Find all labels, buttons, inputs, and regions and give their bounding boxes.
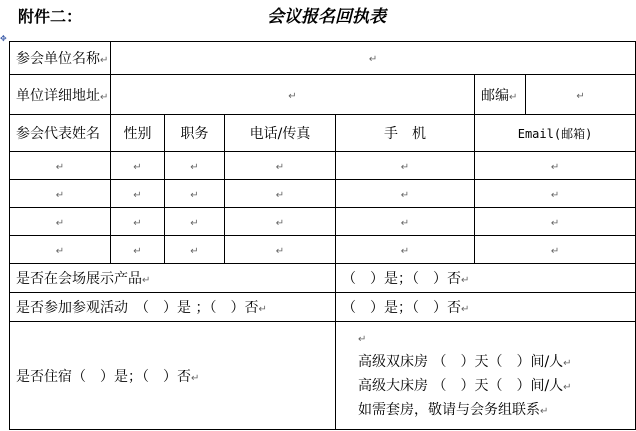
- cell-name[interactable]: ↵: [10, 152, 111, 180]
- postcode-field[interactable]: ↵: [526, 75, 636, 115]
- cell-position[interactable]: ↵: [165, 180, 225, 208]
- cell-gender[interactable]: ↵: [111, 236, 165, 264]
- row-column-headers: [10, 115, 636, 152]
- suite-note: 如需套房，敬请与会务组联系↵: [358, 401, 549, 418]
- cell-position[interactable]: ↵: [165, 236, 225, 264]
- lodging-top-mark: ↵: [358, 333, 367, 345]
- cell-position[interactable]: ↵: [165, 208, 225, 236]
- cell-email[interactable]: ↵: [475, 180, 636, 208]
- row-address: [10, 75, 636, 115]
- twin-room-option[interactable]: 高级双床房 （ ）天（ ）间/人↵: [358, 353, 572, 370]
- cell-phone-fax[interactable]: ↵: [225, 236, 336, 264]
- cell-name[interactable]: ↵: [10, 208, 111, 236]
- cell-email[interactable]: ↵: [475, 152, 636, 180]
- king-room-option[interactable]: 高级大床房 （ ）天（ ）间/人↵: [358, 377, 572, 394]
- cell-mobile[interactable]: ↵: [336, 152, 475, 180]
- lodging-question[interactable]: 是否住宿（ ）是；（ ）否↵: [10, 322, 336, 430]
- col-header-position: 职务: [165, 115, 225, 152]
- registration-table: [9, 41, 636, 430]
- cell-name[interactable]: ↵: [10, 180, 111, 208]
- cell-phone-fax[interactable]: ↵: [225, 208, 336, 236]
- postcode-label: 邮编↵: [475, 75, 526, 115]
- col-header-mobile: 手 机: [336, 115, 475, 152]
- table-row: [10, 180, 636, 208]
- row-unit-name: [10, 42, 636, 75]
- table-row: [10, 208, 636, 236]
- cell-gender[interactable]: ↵: [111, 152, 165, 180]
- table-row: [10, 236, 636, 264]
- visit-choice[interactable]: （ ）是；（ ）否↵: [336, 293, 636, 322]
- cell-email[interactable]: ↵: [475, 236, 636, 264]
- exhibit-question: 是否在会场展示产品↵: [10, 264, 336, 293]
- cell-mobile[interactable]: ↵: [336, 180, 475, 208]
- address-field[interactable]: ↵: [111, 75, 475, 115]
- col-header-phone-fax: 电话/传真: [225, 115, 336, 152]
- col-header-email: Email(邮箱): [475, 115, 636, 152]
- cell-name[interactable]: ↵: [10, 236, 111, 264]
- form-header: [0, 0, 636, 43]
- cell-gender[interactable]: ↵: [111, 180, 165, 208]
- exhibit-choice[interactable]: （ ）是；（ ）否↵: [336, 264, 636, 293]
- table-anchor-icon: ✥: [0, 34, 7, 43]
- col-header-name: 参会代表姓名: [10, 115, 111, 152]
- attachment-label: 附件二：: [18, 7, 83, 26]
- form-title: 会议报名回执表: [267, 7, 386, 27]
- cell-position[interactable]: ↵: [165, 152, 225, 180]
- cell-phone-fax[interactable]: ↵: [225, 180, 336, 208]
- table-row: [10, 152, 636, 180]
- cell-mobile[interactable]: ↵: [336, 208, 475, 236]
- unit-name-label: 参会单位名称↵: [10, 42, 111, 75]
- lodging-options[interactable]: [336, 322, 636, 430]
- row-lodging: [10, 322, 636, 430]
- visit-question[interactable]: 是否参加参观活动 （ ）是 ；（ ）否↵: [10, 293, 336, 322]
- col-header-gender: 性别: [111, 115, 165, 152]
- unit-name-field[interactable]: ↵: [111, 42, 636, 75]
- cell-email[interactable]: ↵: [475, 208, 636, 236]
- cell-gender[interactable]: ↵: [111, 208, 165, 236]
- row-visit: [10, 293, 636, 322]
- cell-phone-fax[interactable]: ↵: [225, 152, 336, 180]
- cell-mobile[interactable]: ↵: [336, 236, 475, 264]
- row-exhibit: [10, 264, 636, 293]
- address-label: 单位详细地址↵: [10, 75, 111, 115]
